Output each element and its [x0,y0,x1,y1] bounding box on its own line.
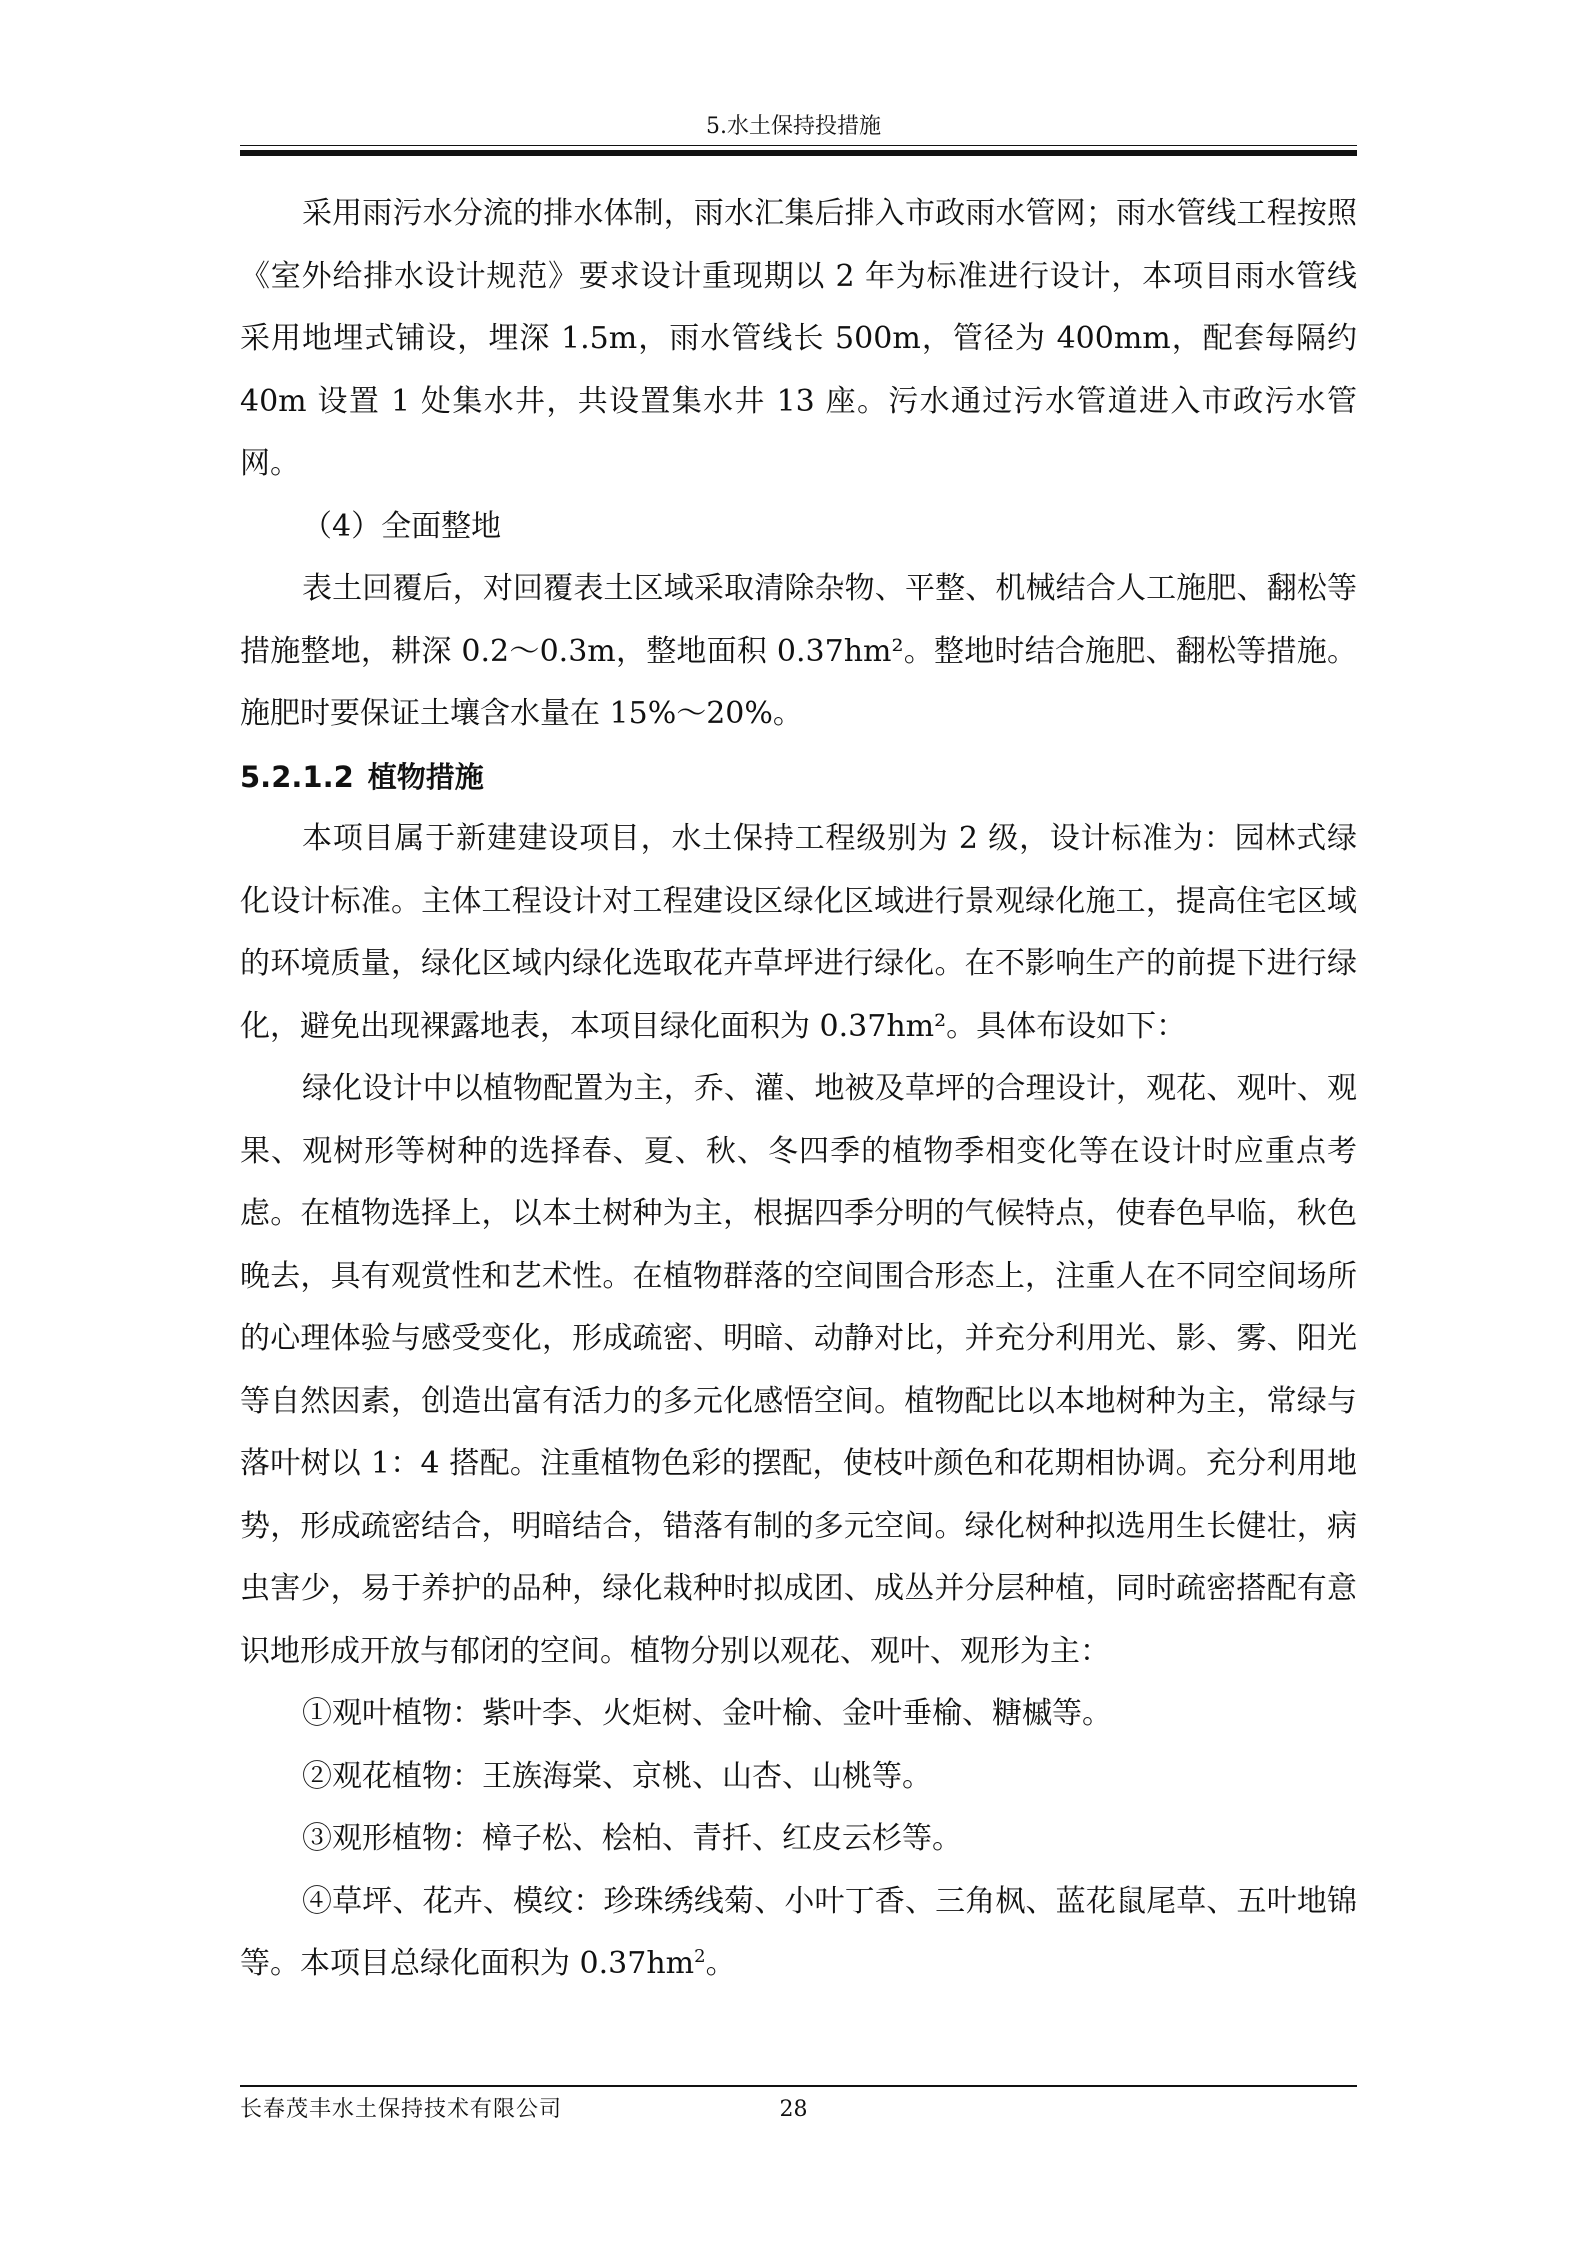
document-body [240,183,1357,1996]
section-number: 5.2.1.2 [240,759,354,794]
list-item-lawn-end: 。 [705,1946,736,1981]
list-item-form-plants: ③观形植物：樟子松、桧柏、青扦、红皮云杉等。 [302,1821,962,1856]
paragraph-plant-design: 绿化设计中以植物配置为主，乔、灌、地被及草坪的合理设计，观花、观叶、观果、观树形等树种的选择春、夏、秋、冬四季的植物季相变化等在设计时应重点考虑。在植物选择上，以本土树种为主，根据四季分明的气候特点，使春色早临，秋色晚去，具有观赏性和艺术性。在植物群落的空间围合形态上，注重人在不同空间场所的心理体验与感受变化，形成疏密、明暗、动静对比，并充分利用光、影、雾、阳光等自然因素，创造出富有活力的多元化感悟空间。植物配比以本地树种为主，常绿与落叶树以 1：4 搭配。注重植物色彩的摆配，使枝叶颜色和花期相协调。充分利用地势，形成疏密结合，明暗结合，错落有制的多元空间。绿化树种拟选用生长健壮，病虫害少，易于养护的品种，绿化栽种时拟成团、成丛并分层种植，同时疏密搭配有意识地形成开放与郁闭的空间。植物分别以观花、观叶、观形为主： [240,1071,1357,1669]
section-title: 植物措施 [367,759,484,794]
footer-rule [240,2085,1357,2087]
list-item-foliage-plants: ①观叶植物：紫叶李、火炬树、金叶榆、金叶垂榆、糖槭等。 [302,1696,1112,1731]
section-heading [240,746,1357,809]
footer-company-name: 长春茂丰水土保持技术有限公司 [240,2097,563,2122]
page-number: 28 [779,2097,808,2122]
page-header-title: 5.水土保持投措施 [706,114,881,139]
list-item-flowering-plants: ②观花植物：王族海棠、京桃、山杏、山桃等。 [302,1758,932,1794]
paragraph-land-preparation: 表土回覆后，对回覆表土区域采取清除杂物、平整、机械结合人工施肥、翻松等措施整地，耕深 0.2～0.3m，整地面积 0.37hm²。整地时结合施肥、翻松等措施。施肥时要保证土壤含水量在 15%～20%。 [240,571,1357,731]
list-item-lawn-text: ④草坪、花卉、模纹：珍珠绣线菊、小叶丁香、三角枫、蓝花鼠尾草、五叶地锦等。本项目总绿化面积为 0.37hm [240,1883,1357,1981]
list-item-lawn-flowers [240,1871,1357,1996]
paragraph-plant-measures-intro: 本项目属于新建建设项目，水土保持工程级别为 2 级，设计标准为：园林式绿化设计标准。主体工程设计对工程建设区绿化区域进行景观绿化施工，提高住宅区域的环境质量，绿化区域内绿化选取花卉草坪进行绿化。在不影响生产的前提下进行绿化，避免出现裸露地表，本项目绿化面积为 0.37hm²。具体布设如下： [240,821,1357,1044]
header-rule-thick [240,150,1357,156]
subheading-land-preparation: （4）全面整地 [302,508,502,544]
header-rule-thin [240,145,1357,146]
superscript-2: 2 [694,1946,706,1967]
paragraph-drainage: 采用雨污水分流的排水体制，雨水汇集后排入市政雨水管网；雨水管线工程按照《室外给排水设计规范》要求设计重现期以 2 年为标准进行设计，本项目雨水管线采用地埋式铺设，埋深 1.5m，雨水管线长 500m，管径为 400mm，配套每隔约 40m 设置 1 处集水井，共设置集水井 13 座。污水通过污水管道进入市政污水管网。 [240,196,1357,481]
